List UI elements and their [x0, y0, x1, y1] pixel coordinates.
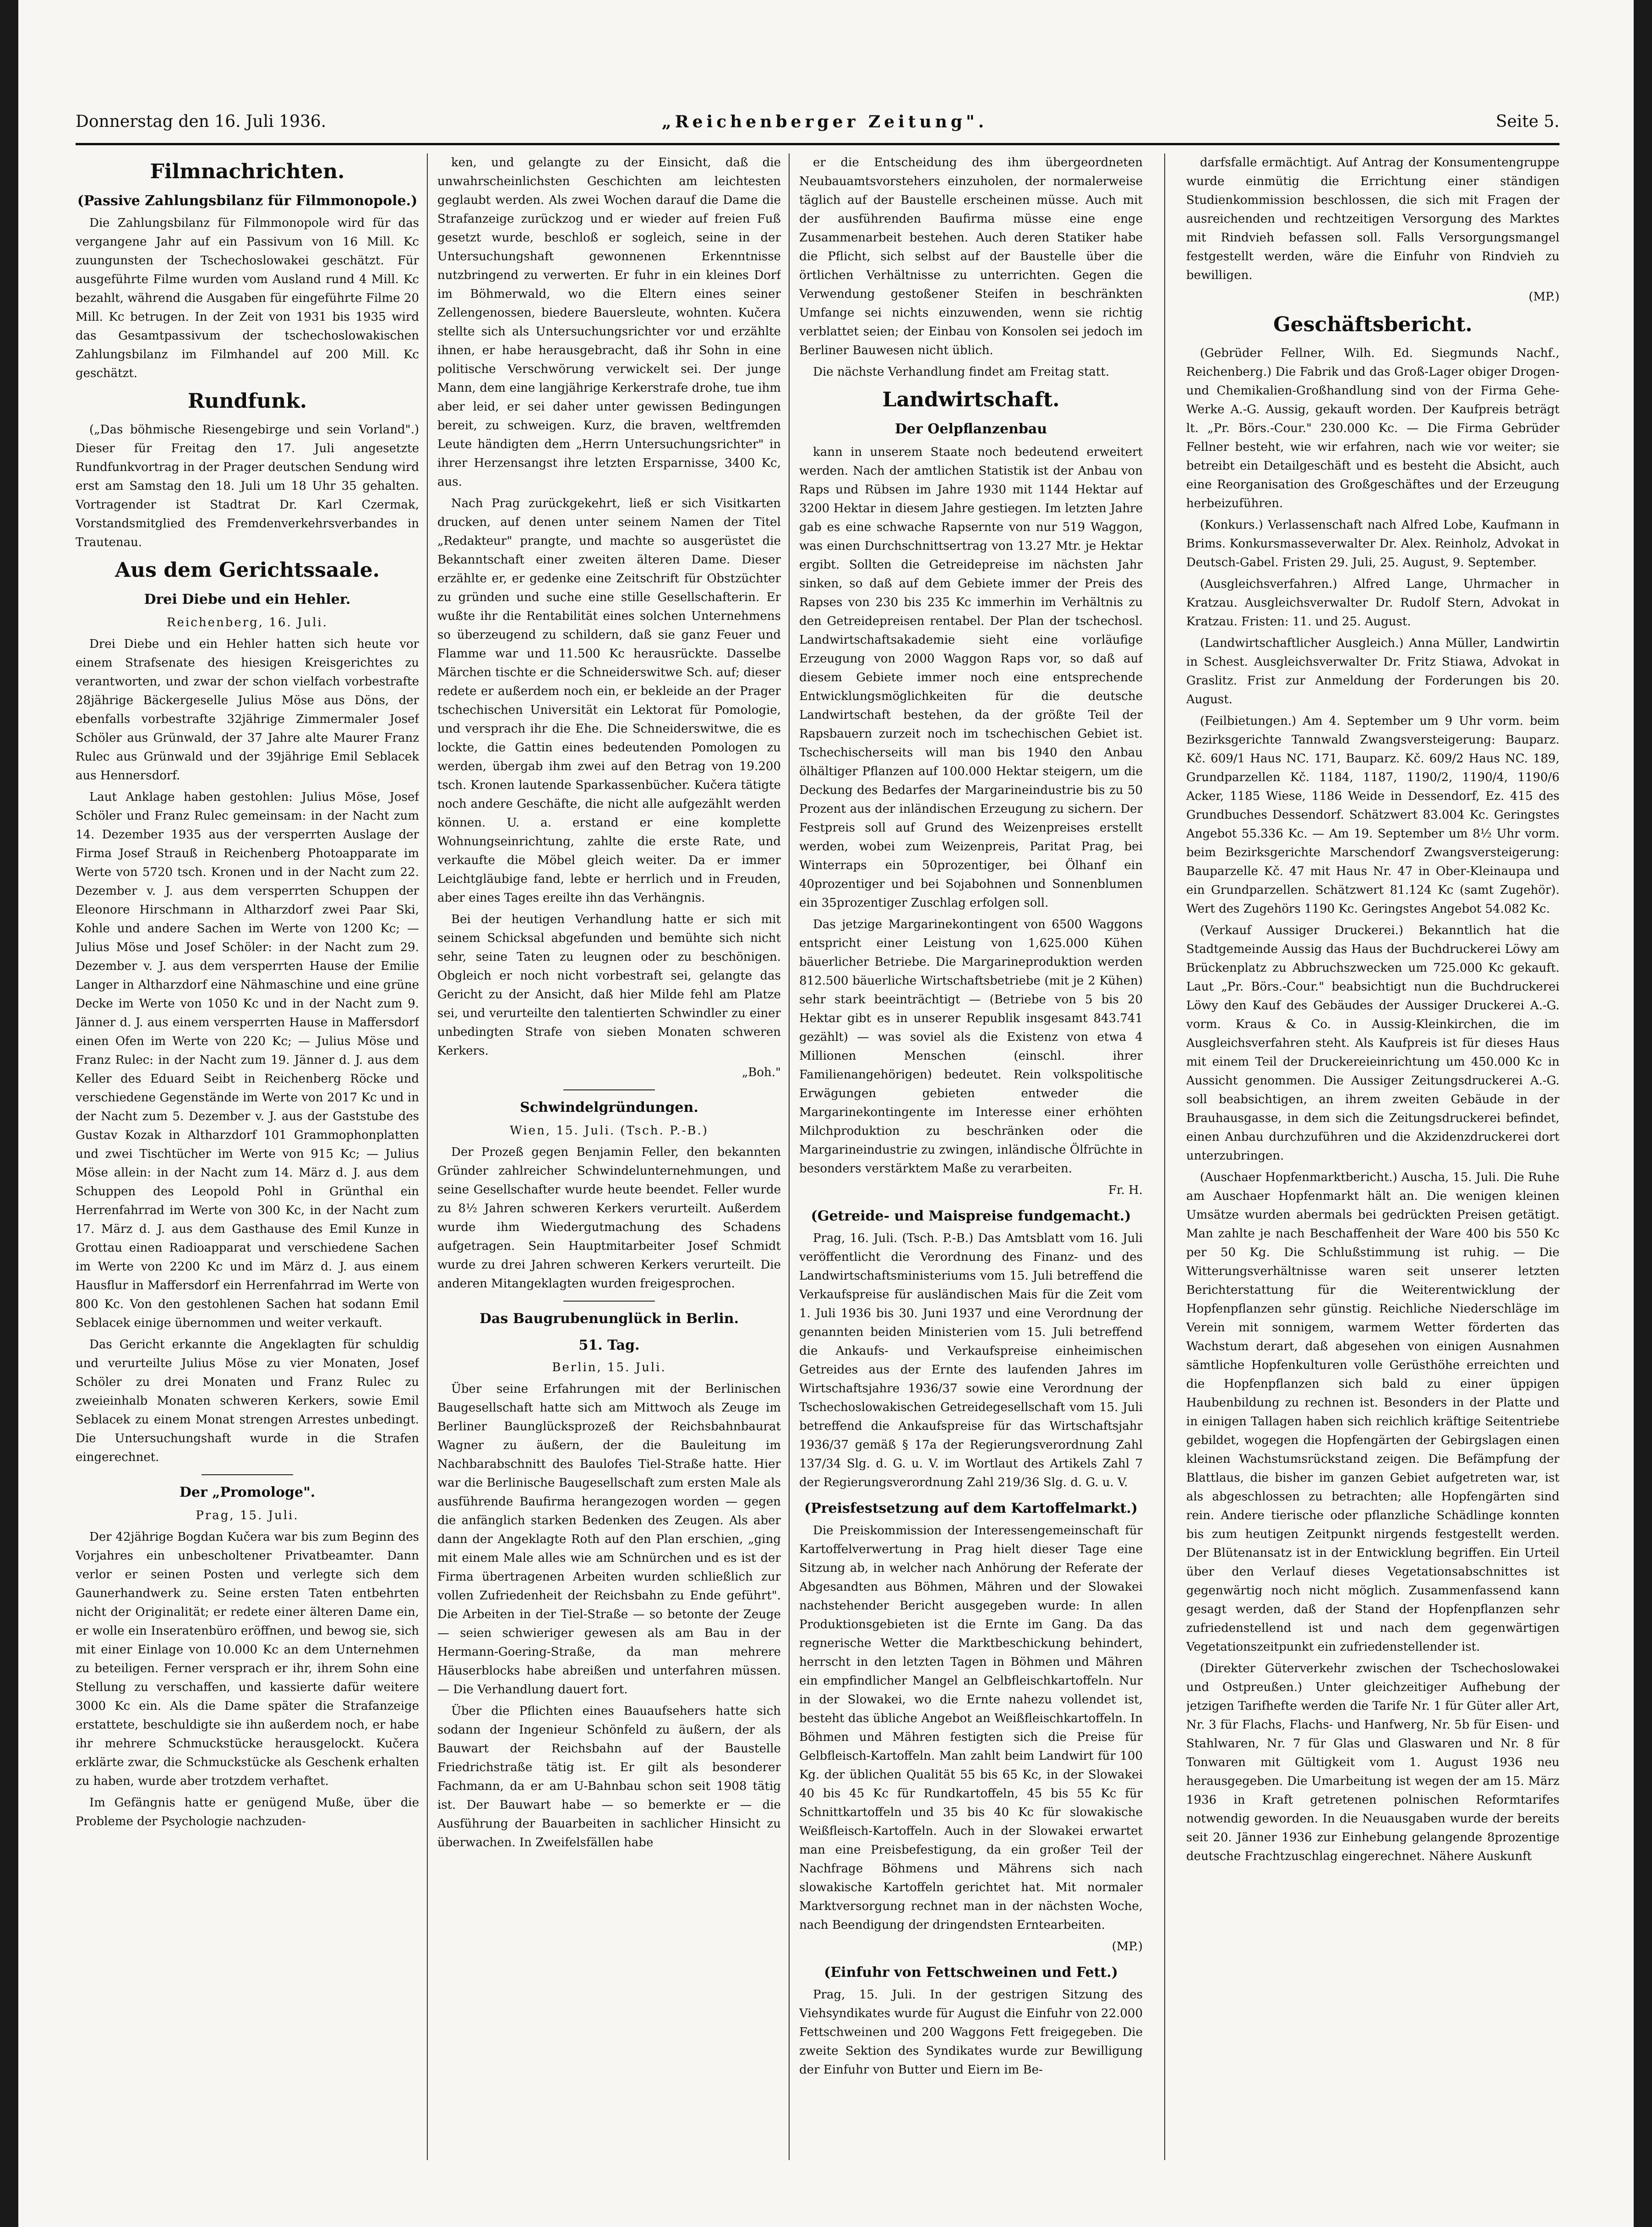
separator — [202, 1474, 293, 1475]
business-notice: (Auschaer Hopfenmarktbericht.) Auscha, 15. Juli. Die Ruhe am Auschaer Hopfenmarkt hält an. Die wenigen kleinen Umsätze wurden abermals bei gedrückten Preisen getätigt. Man zahlte je nach Beschaffenheit der Ware 400 bis 550 Kc per 50 Kg. Die Schlußstimmung ist ruhig. — Die Witterungsverhältnisse waren seit unserer letzten Berichterstattung für die Weiterentwicklung der Hopfenpflanzen sehr günstig. Reichliche Niederschläge im Verein mit sonnigem, warmem Wetter förderten das Wachstum derart, daß abgesehen von einigen Ausnahmen sämtliche Hopfenkulturen volle Gerüsthöhe erreichten und die Hopfenpflanzen sich bald zu einer üppigen Haubenbildung zu rechnen ist. Besonders in der Platte und in einigen Tallagen haben sich reichlich kräftige Seitentriebe gebildet, wogegen die Hopfengärten der Gebirgslagen einen kleinen Wachstumsrückstand zeigen. Die Befämpfung der Blattlaus, die bisher im ganzen Gebiet aufgetreten war, ist als abgeschlossen zu betrachten; alle Hopfengärten sind rein. Andere tierische oder pflanzliche Schädlinge konnten bis zum heutigen Zeitpunkt nirgends festgestellt werden. Der Blütenansatz ist in der Entwicklung begriffen. Ein Urteil über den Verlauf dieses Vegetationsabschnittes ist gegenwärtig noch nicht möglich. Zusammenfassend kann gesagt werden, daß der Stand der Hopfenpflanzen sehr zufriedenstellend ist und nach dem gegenwärtigen Vegetationszeitpunkt ein zufriedenstellender ist. — [1186, 1171, 1559, 1654]
business-notice: (Landwirtschaftlicher Ausgleich.) Anna Müller, Landwirtin in Schest. Ausgleichsverwalter Dr. Fritz Stiawa, Advokat in Graslitz. Frist zur Anmeldung der Forderungen bis 20. August. — [1186, 636, 1559, 706]
article-text: Nach Prag zurückgekehrt, ließ er sich Visitkarten drucken, auf denen unter seinem Namen der Titel „Redakteur" prangte, und machte so ausgerüstet die Bekanntschaft einer zweiten älteren Dame. Dieser erzählte er, er gedenke eine Zeitschrift für Obstzüchter zu gründen und suche eine stille Gesellschafterin. Er wußte ihr die Rentabilität eines solchen Unternehmens so überzeugend zu schildern, daß sie ganz Feuer und Flamme war und 11.500 Kc herausrückte. Dasselbe Märchen tischte er die Schneiderswitwe Sch. auf; dieser redete er außerdem noch ein, er bekleide an der Prager tschechischen Universität ein Lektorat für Pomologie, und versprach ihr die Ehe. Die Schneiderswitwe, die es lockte, die Gattin eines bedeutenden Pomologen zu werden, übergab ihm zwei auf den Betrag von 19.200 tsch. Kronen lautende Sparkassenbücher. Kučera tätigte noch andere Geschäfte, die nicht alle aufgezählt werden können. U. a. erstand er eine komplette Wohnungseinrichtung, zahlte die erste Rate, und verkaufte die Möbel gleich weiter. Da er immer Leichtgläubige fand, lebte er herrlich und in Freuden, aber eines Tages ereilte ihn das Verhängnis. — [437, 497, 781, 905]
article-text: Laut Anklage haben gestohlen: Julius Möse, Josef Schöler und Franz Rulec gemeinsam: in der Nacht zum 14. Dezember 1935 aus der versperrten Auslage der Firma Josef Strauß in Reichenberg Photoapparate im Werte von 5720 tsch. Kronen und in der Nacht zum 22. Dezember v. J. aus dem versperrten Schuppen der Eleonore Hirschmann in Altharzdorf zwei Paar Ski, Kohle und andere Sachen im Werte von 1200 Kc; — Julius Möse und Josef Schöler: in der Nacht zum 29. Dezember v. J. aus dem versperrten Hause der Emilie Langer in Altharzdorf eine Nähmaschine und eine grüne Decke im Werte von 1050 Kc und in der Nacht zum 9. Jänner d. J. aus einem versperrten Hause in Maffersdorf einen Ofen im Werte von 220 Kc; — Julius Möse und Franz Rulec: in der Nacht zum 19. Jänner d. J. aus dem Keller des Eduard Seibt in Reichenberg Röcke und verschiedene Gegenstände im Werte von 2017 Kc und in der Nacht zum 5. Dezember v. J. aus der Gaststube des Gustav Kozak in Altharzdorf 101 Grammophonplatten und zwei Tischtücher im Werte von 915 Kc; — Julius Möse allein: in der Nacht zum 14. März d. J. aus dem Schuppen des Leopold Pohl in Grünthal ein Herrenfahrrad im Werte von 300 Kc, in der Nacht zum 17. März d. J. aus dem Gasthause des Emil Kunze in Grottau einen Radioapparat und verschiedene Sachen im Werte von 2200 Kc und im März d. J. aus einem Hausflur in Maffersdorf ein Herrenfahrrad im Werte von 800 Kc. Von den gestohlenen Sachen hat sodann Emil Seblacek einige übernommen und weiter verkauft. — [76, 790, 419, 1330]
business-notice: (Direkter Güterverkehr zwischen der Tschechoslowakei und Ostpreußen.) Unter gleichzeitiger Aufhebung der jetzigen Tarifhefte werden die Tarife Nr. 1 für Güter aller Art, Nr. 3 für Flachs, Flachs- und Hanfwerg, Nr. 5b für Eisen- und Stahlwaren, Nr. 7 für Glas und Glaswaren und Nr. 8 für Tonwaren mit Gültigkeit vom 1. August 1936 neu herausgegeben. Die Umarbeitung ist wegen der am 15. März 1936 in Kraft getretenen polnischen Reformtarifes notwendig geworden. In die Neuausgaben wurde der bereits seit 20. Jänner 1936 zur Einhebung gelangende 8prozentige deutsche Frachtzuschlag eingerechnet. Nähere Auskunft — [1186, 1662, 1559, 1863]
section-title-agriculture: Landwirtschaft. — [882, 388, 1060, 411]
article-subtitle: (Preisfestsetzung auf dem Kartoffelmarkt.) — [804, 1500, 1138, 1516]
article-text: Die Preiskommission der Interessengemeinschaft für Kartoffelverwertung in Prag hielt dieser Tage eine Sitzung ab, in welcher nach Anhörung der Referate der Abgesandten aus Böhmen, Mähren und der Slowakei nachstehender Bericht ausgegeben wurde: In allen Produktionsgebieten ist die Ernte im Gang. Da das regnerische Wetter die Marktbeschickung behindert, herrscht in den letzten Tagen in Böhmen und Mähren ein empfindlicher Mangel an Gelbfleischkartoffeln. Nur in der Slowakei, wo die Ernte nahezu vollendet ist, besteht das übliche Angebot an Weißfleischkartoffeln. In Böhmen und Mähren festigten sich die Preise für Gelbfleisch-Kartoffeln. Man zahlt beim Landwirt für 100 Kg. der üblichen Qualität 55 bis 65 Kc, in der Slowakei 40 bis 45 Kc für Rundkartoffeln, 45 bis 55 Kc für Schnittkartoffeln und 35 bis 40 Kc für slowakische Weißfleisch-Kartoffeln. Auch in der Slowakei erwartet man eine Preisbefestigung, da ein großer Teil der Nachfrage Böhmens und Mährens sich nach slowakische Kartoffeln gerichtet hat. Mit normaler Marktversorgung rechnet man in der nächsten Woche, nach Beendigung der dringendsten Erntearbeiten. — [799, 1524, 1143, 1932]
scan-border-right — [1634, 0, 1652, 2227]
separator — [563, 1301, 655, 1302]
article-text: Im Gefängnis hatte er genügend Muße, über die Probleme der Psychologie nachzuden- — [76, 1796, 419, 1828]
article-headline: Der Oelpflanzenbau — [894, 421, 1047, 437]
article-text: Prag, 15. Juli. In der gestrigen Sitzung des Viehsyndikates wurde für August die Einfuhr von 22.000 Fettschweinen und 200 Waggons Fett freigegeben. Die zweite Sektion des Syndikates wurde zur Bewilligung der Einfuhr von Butter und Eiern im Be- — [799, 1988, 1143, 2077]
article-signature: (MP.) — [1112, 1940, 1143, 1953]
article-text: Der 42jährige Bogdan Kučera war bis zum Beginn des Vorjahres ein unbescholtener Privatbeamter. Dann verlor er seinen Posten und verlegte sich dem Gaunerhandwerk zu. Seine ersten Taten entbehrten nicht der Originalität; er redete einer älteren Dame ein, er wolle ein Inseratenbüro eröffnen, und bewog sie, sich mit einer Einlage von 10.000 Kc an dem Unternehmen zu beteiligen. Ferner versprach er ihr, ihrem Sohn eine Stellung zu verschaffen, und kassierte dafür weitere 3000 Kc ein. Als die Dame später die Strafanzeige erstattete, beschuldigte sie ihn außerdem noch, er habe ihr mehrere Schmuckstücke herausgelockt. Kučera erklärte zwar, die Schmuckstücke als Geschenk erhalten zu haben, wurde aber trotzdem verhaftet. — [76, 1530, 419, 1788]
article-text: darfsfalle ermächtigt. Auf Antrag der Konsumentengruppe wurde einmütig die Errichtung einer ständigen Studienkommission beschlossen, die sich mit Fragen der ausreichenden und rechtzeitigen Versorgung des Marktes mit Rindvieh befassen soll. Falls Versorgungsmangel festgestellt werden, wäre die Einfuhr von Rindvieh zu bewilligen. — [1186, 156, 1559, 282]
section-title-radio: Rundfunk. — [187, 389, 307, 413]
article-text: Der Prozeß gegen Benjamin Feller, den bekannten Gründer zahlreicher Schwindelunternehmungen, und seine Gesellschafter wurde heute beendet. Feller wurde zu 8½ Jahren schweren Kerkers verurteilt. Außerdem wurde ihm Wiedergutmachung des Schadens aufgetragen. Sein Hauptmitarbeiter Josef Schmidt wurde zu drei Jahren schweren Kerkers verurteilt. Die anderen Mitangeklagten wurden freigesprochen. — [437, 1145, 781, 1291]
dateline: Wien, 15. Juli. (Tsch. P.-B.) — [510, 1124, 709, 1138]
article-text: Drei Diebe und ein Hehler hatten sich heute vor einem Strafsenate des hiesigen Kreisgerichtes zu verantworten, und zwar der schon vielfach vorbestrafte 28jährige Bäckergeselle Julius Möse aus Döns, der ebenfalls vorbestrafte 32jährige Zimmermaler Josef Schöler aus Grünwald, der 37 Jahre alte Maurer Franz Rulec aus Grünwald und der 39jährige Emil Seblacek aus Hennersdorf. — [76, 637, 419, 782]
section-title-business: Geschäftsbericht. — [1273, 313, 1472, 336]
article-text: er die Entscheidung des ihm übergeordneten Neubauamtsvorstehers einzuholen, der normalerweise täglich auf der Baustelle erscheinen müsse. Auch mit der ausführenden Baufirma müsse eine enge Zusammenarbeit bestehen. Auch deren Statiker habe die Pflicht, sich selbst auf der Baustelle über die örtlichen Verhältnisse zu unterrichten. Gegen die Verwendung gestoßener Steifen in beschränkten Umfange sei nichts einzuwenden, wenn sie richtig verblattet seien; der Einbau von Konsolen sei jedoch im Berliner Bauwesen nicht üblich. — [799, 156, 1143, 357]
column-rule — [789, 153, 790, 2160]
article-signature: (MP.) — [1528, 290, 1559, 304]
column-3 — [799, 153, 1143, 2160]
business-notice: (Feilbietungen.) Am 4. September um 9 Uhr vorm. beim Bezirksgerichte Tannwald Zwangsversteigerung: Bauparz. Kč. 609/1 Haus NC. 171, Bauparz. Kč. 609/2 Haus NC. 189, Grundparzellen Kč. 1184, 1187, 1190/2, 1190/4, 1190/6 Acker, 1185 Wiese, 1186 Weide in Dessendorf, Ez. 415 des Grundbuches Dessendorf. Schätzwert 83.004 Kc. Geringstes Angebot 55.336 Kc. — Am 19. September um 8½ Uhr vorm. beim Bezirksgerichte Marschendorf Zwangsversteigerung: Bauparzelle Kč. 47 mit Haus Nr. 47 in Ober-Kleinaupa und ein Grundparzellen. Schätzwert 81.124 Kc (samt Zugehör). Wert des Zugehörs 1190 Kc. Geringstes Angebot 54.082 Kc. — [1186, 714, 1559, 916]
section-title-film: Filmnachrichten. — [150, 160, 345, 183]
article-text: ken, und gelangte zu der Einsicht, daß die unwahrscheinlichsten Geschichten am leichtesten geglaubt werden. Als zwei Wochen darauf die Dame die Strafanzeige zurückzog und er wieder auf freien Fuß gesetzt wurde, beschloß er sogleich, seine in der Untersuchungshaft gewonnenen Erkenntnisse nutzbringend zu verwerten. Er fuhr in ein kleines Dorf im Böhmerwald, wo die Eltern eines seiner Zellengenossen, biedere Bauersleute, wohnten. Kučera stellte sich als Untersuchungsrichter vor und erzählte ihnen, er habe herausgebracht, daß ihr Sohn in eine politische Verschwörung verwickelt sei. Der junge Mann, dem eine langjährige Kerkerstrafe drohe, tue ihm aber leid, er sei daher unter gewissen Bedingungen bereit, zu schweigen. Kurz, die braven, weltfremden Leute händigten dem „Herrn Untersuchungsrichter" in ihrer Herzensangst ihre letzten Ersparnisse, 3400 Kc, aus. — [437, 156, 781, 489]
column-4 — [1186, 153, 1559, 2160]
page-number: Seite 5. — [1495, 112, 1559, 131]
article-text: Über seine Erfahrungen mit der Berlinischen Baugesellschaft hatte sich am Mittwoch als Zeuge im Berliner Baunglücksprozeß der Reichsbahnbaurat Wagner zu äußern, der die Bauleitung im Nachbarabschnitt des Baulofes Tiel-Straße hatte. Hier war die Berlinische Baugesellschaft zum ersten Male als ausführende Baufirma herangezogen worden — gegen die anfänglich starken Bedenken des Zeugen. Als aber dann der Angeklagte Roth auf den Plan erschien, „ging mit einem Male alles wie am Schnürchen und es ist der Firma übertragenen Arbeiten wurden schließlich zur vollen Zufriedenheit der Reichsbahn zu Ende geführt". Die Arbeiten in der Tiel-Straße — so betonte der Zeuge — seien schwieriger gewesen als am Bau in der Hermann-Goering-Straße, da man mehrere Häuserblocks habe abreißen und unterfahren müssen. — Die Verhandlung dauert fort. — [437, 1382, 781, 1696]
article-subtitle: (Passive Zahlungsbilanz für Filmmonopole.) — [77, 193, 418, 209]
article-text: („Das böhmische Riesengebirge und sein Vorland".) Dieser für Freitag den 17. Juli angesetzte Rundfunkvortrag in der Prager deutschen Sendung wird erst am Samstag den 18. Juli um 18 Uhr 35 gehalten. Vortragender ist Stadtrat Dr. Karl Czermak, Vorstandsmitglied des Fremdenverkehrsverbandes in Trautenau. — [76, 423, 419, 549]
issue-date: Donnerstag den 16. Juli 1936. — [76, 112, 327, 131]
business-notice: (Verkauf Aussiger Druckerei.) Bekanntlich hat die Stadtgemeinde Aussig das Haus der Buchdruckerei Löwy am Brückenplatz zu Abbruchszwecken um 725.000 Kc gekauft. Laut „Pr. Börs.-Cour." beabsichtigt nun die Buchdruckerei Löwy den Kauf des Gebäudes der Aussiger Druckerei A.-G. vorm. Kraus & Co. in Aussig-Kleinkirchen, die im Ausgleichsverfahren steht. Als Kaufpreis ist für dieses Haus mit einem Teil der Druckereieinrichtung um 450.000 Kc in Aussicht genommen. Die Aussiger Zeitungsdruckerei A.-G. soll beabsichtigen, an ihrem zweiten Gebäude in der Brauhausgasse, in dem sich die Zeitungsdruckerei befindet, einen Anbau durchzuführen und die Akzidenzdruckerei dort unterzubringen. — [1186, 924, 1559, 1163]
dateline: Reichenberg, 16. Juli. — [166, 616, 328, 629]
business-notice: (Ausgleichsverfahren.) Alfred Lange, Uhrmacher in Kratzau. Ausgleichsverwalter Dr. Rudolf Stern, Advokat in Kratzau. Fristen: 11. und 25. August. — [1186, 577, 1559, 629]
article-signature: „Boh." — [741, 1066, 781, 1079]
scan-border-left — [0, 0, 18, 2227]
article-signature: Fr. H. — [1108, 1183, 1143, 1197]
article-text: kann in unserem Staate noch bedeutend erweitert werden. Nach der amtlichen Statistik ist der Anbau von Raps und Rübsen im Jahre 1930 mit 1144 Hektar auf 3200 Hektar in diesem Jahre gestiegen. Im letzten Jahre gab es eine schwache Rapsernte von nur 519 Waggon, was einen Durchschnittsertrag von 13.27 Mtr. je Hektar ergibt. Sollten die Getreidepreise im nächsten Jahr sinken, so daß auf dem Gebiete immer der Preis des Rapses von 230 bis 235 Kc immerhin im Verhältnis zu den Getreidepreisen rentabel. Der Plan der tschechosl. Landwirtschaftsakademie sieht eine vorläufige Erzeugung von 2000 Waggon Raps vor, so daß auf diesem Gebiete immer noch eine entsprechende Entwicklungsmöglichkeiten für die deutsche Landwirtschaft bestehen, da der größte Teil der Rapsbauern zurzeit noch im tschechischen Gebiet ist. Tschechischerseits will man bis 1940 den Anbau ölhältiger Pflanzen auf 100.000 Hektar steigern, um die Deckung des Bedarfes der Margarineindustrie bis zu 50 Prozent aus der inländischen Erzeugung zu sichern. Der Festpreis soll auf Grund des Weizenpreises erstellt werden, wobei zum Weizenpreis, Paritat Prag, bei Winterraps ein 50prozentiger, bei Ölhanf ein 40prozentiger und bei Sojabohnen und Sonnenblumen ein 35prozentiger Zuschlag erfolgen soll. — [799, 445, 1143, 910]
column-rule — [1164, 153, 1165, 2160]
section-title-court: Aus dem Gerichtssaale. — [114, 558, 380, 582]
column-rule — [427, 153, 428, 2160]
column-2 — [437, 153, 781, 2160]
article-headline: Das Baugrubenunglück in Berlin. — [479, 1311, 739, 1327]
business-notice: (Gebrüder Fellner, Wilh. Ed. Siegmunds Nachf., Reichenberg.) Die Fabrik und das Groß-Lager obiger Drogen- und Chemikalien-Großhandlung sind von der Firma Gehe-Werke A.-G. Aussig, gekauft worden. Der Kaufpreis beträgt lt. „Pr. Börs.-Cour." 230.000 Kc. — Die Firma Gebrüder Fellner besteht, wie wir erfahren, nach wie vor weiter; sie betreibt ein Detailgeschäft und es besteht die Absicht, auch eine Reorganisation des Großgeschäftes und der Erzeugung herbeizuführen. — [1186, 346, 1559, 510]
article-subtitle: 51. Tag. — [578, 1337, 640, 1353]
dateline: Berlin, 15. Juli. — [552, 1361, 666, 1374]
dateline: Prag, 15. Juli. — [196, 1509, 299, 1522]
article-headline: Schwindelgründungen. — [520, 1100, 698, 1116]
header-rule — [76, 143, 1559, 145]
article-text: Die nächste Verhandlung findet am Freitag statt. — [813, 365, 1110, 379]
article-text: Prag, 16. Juli. (Tsch. P.-B.) Das Amtsblatt vom 16. Juli veröffentlicht die Verordnung des Finanz- und des Landwirtschaftsministeriums vom 15. Juli betreffend die Verkaufspreise für ausländischen Mais für die Zeit vom 1. Juli 1936 bis 30. Juni 1937 und eine Verordnung der genannten beiden Ministerien vom 15. Juli betreffend die Ankaufs- und Verkaufspreise einheimischen Getreides aus der Ernte des laufenden Jahres im Wirtschaftsjahre 1936/37 sowie eine Verordnung der Tschechoslowakischen Getreidegesellschaft vom 15. Juli betreffend die Ankaufspreise für das Wirtschaftsjahr 1936/37 gemäß § 17a der Regierungsverordnung Zahl 137/34 Slg. d. G. u. V. im Wortlaut des Artikels Zahl 7 der Regierungsverordnung Zahl 219/36 Slg. d. G. u. V. — [799, 1231, 1143, 1489]
page-header — [76, 112, 1559, 140]
article-headline: Der „Promologe". — [179, 1484, 316, 1500]
separator — [563, 1089, 655, 1090]
article-text: Bei der heutigen Verhandlung hatte er sich mit seinem Schicksal abgefunden und bemühte sich nicht sehr, seine Taten zu leugnen oder zu beschönigen. Obgleich er noch nicht vorbestraft sei, gelangte das Gericht zu der Ansicht, daß hier Milde fehl am Platze sei, und verurteilte den talentierten Schwindler zu einer unbedingten Strafe von sieben Monaten schweren Kerkers. — [437, 913, 781, 1058]
article-text: Über die Pflichten eines Bauaufsehers hatte sich sodann der Ingenieur Schönfeld zu äußern, der als Bauwart der Reichsbahn auf der Baustelle Friedrichstraße tätig ist. Er gilt als besonderer Fachmann, da er am U-Bahnbau schon seit 1908 tätig ist. Der Bauwart habe — so bemerkte er — die Ausführung der Bauarbeiten in sachlicher Hinsicht zu überwachen. In Zweifelsfällen habe — [437, 1704, 781, 1849]
paper-name: „Reichenberger Zeitung". — [662, 112, 988, 131]
business-notice: (Konkurs.) Verlassenschaft nach Alfred Lobe, Kaufmann in Brims. Konkursmasseverwalter Dr. Alex. Reinholz, Advokat in Deutsch-Gabel. Fristen 29. Juli, 25. August, 9. September. — [1186, 518, 1559, 569]
article-text: Das Gericht erkannte die Angeklagten für schuldig und verurteilte Julius Möse zu vier Monaten, Josef Schöler zu drei Monaten und Franz Rulec zu zweieinhalb Monaten schweren Kerkers, sowie Emil Seblacek zu einem Monat strengen Arrestes unbedingt. Die Untersuchungshaft wurde in die Strafen eingerechnet. — [76, 1338, 419, 1464]
article-text: Die Zahlungsbilanz für Filmmonopole wird für das vergangene Jahr auf ein Passivum von 16 Mill. Kc zuungunsten der Tschechoslowakei geschätzt. Für ausgeführte Filme wurden vom Ausland rund 4 Mill. Kc bezahlt, während die Ausgaben für eingeführte Filme 20 Mill. Kc betrugen. In der Zeit von 1931 bis 1935 wird das Gesamtpassivum der tschechoslowakischen Zahlungsbilanz im Filmhandel auf 200 Mill. Kc geschätzt. — [76, 216, 419, 380]
article-headline: Drei Diebe und ein Hehler. — [144, 591, 351, 607]
column-1 — [76, 153, 419, 2160]
article-subtitle: (Getreide- und Maispreise fundgemacht.) — [811, 1208, 1131, 1224]
article-text: Das jetzige Margarinekontingent von 6500 Waggons entspricht einer Leistung von 1,625.000 Kühen bäuerlicher Betriebe. Die Margarineproduktion werden 812.500 bäuerliche Wirtschaftsbetriebe (mit je 2 Kühen) sehr stark beeinträchtigt — (Betriebe von 5 bis 20 Hektar gibt es in unserer Republik insgesamt 843.741 gezählt) — was soviel als die Existenz von etwa 4 Millionen Menschen (einschl. ihrer Familienangehörigen) bedeutet. Rein volkspolitische Erwägungen gebieten entweder die Margarinekontingente im Interesse einer erhöhten Milchproduktion zu beschränken oder die Margarineindustrie zu zwingen, inländische Ölfrüchte in besonders verstärktem Maße zu verarbeiten. — [799, 918, 1143, 1176]
article-subtitle: (Einfuhr von Fettschweinen und Fett.) — [824, 1964, 1118, 1981]
